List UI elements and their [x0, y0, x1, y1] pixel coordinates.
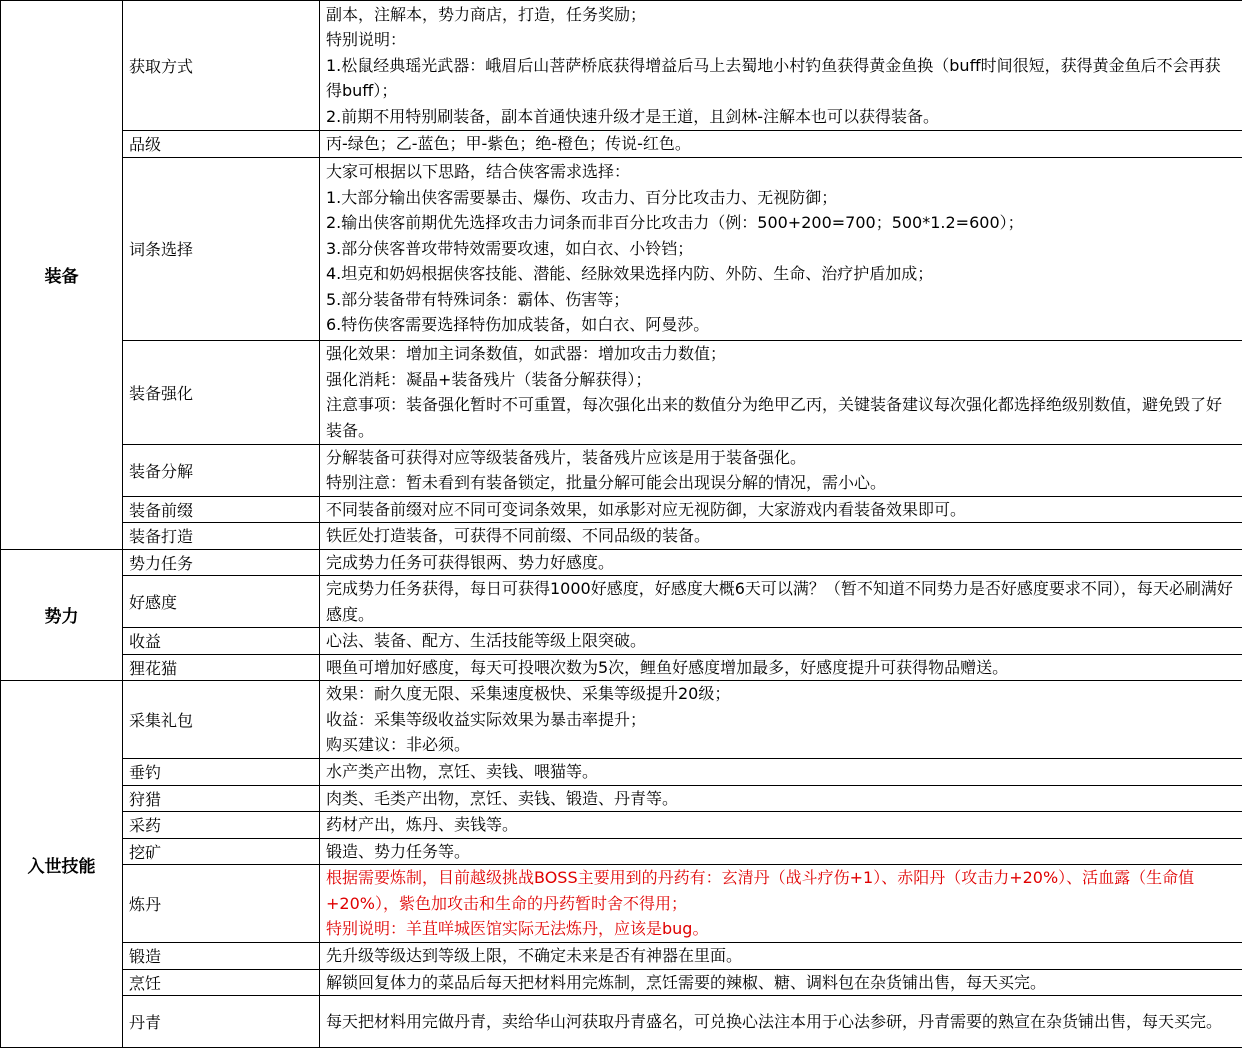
description-line: 效果：耐久度无限、采集速度极快、采集等级提升20级； [326, 681, 1236, 707]
table-row [1, 865, 1242, 943]
item-label-cell: 炼丹 [123, 865, 320, 943]
description-line: 强化消耗：凝晶+装备残片（装备分解获得）； [326, 367, 1236, 393]
description-line: 完成势力任务可获得银两、势力好感度。 [326, 550, 1236, 576]
description-line: 锻造、势力任务等。 [326, 839, 1236, 865]
item-label-cell: 词条选择 [123, 157, 320, 340]
description-line: 购买建议：非必须。 [326, 732, 1236, 758]
description-line: 1.大部分输出侠客需要暴击、爆伤、攻击力、百分比攻击力、无视防御； [326, 185, 1236, 211]
item-label-cell: 锻造 [123, 943, 320, 970]
description-cell [320, 549, 1242, 576]
table-row [1, 759, 1242, 786]
item-label-cell: 势力任务 [123, 549, 320, 576]
item-label-cell: 品级 [123, 131, 320, 158]
description-cell [320, 496, 1242, 523]
table-row [1, 969, 1242, 996]
description-line: 注意事项：装备强化暂时不可重置，每次强化出来的数值分为绝甲乙丙，关键装备建议每次强化都选择绝级别数值，避免毁了好装备。 [326, 392, 1236, 443]
description-line: 丙-绿色；乙-蓝色；甲-紫色；绝-橙色；传说-红色。 [326, 131, 1236, 157]
description-cell [320, 654, 1242, 681]
description-line: 强化效果：增加主词条数值，如武器：增加攻击力数值； [326, 341, 1236, 367]
item-label-cell: 装备打造 [123, 523, 320, 550]
description-cell [320, 943, 1242, 970]
item-label-cell: 挖矿 [123, 838, 320, 865]
table-row [1, 496, 1242, 523]
description-line: 解锁回复体力的菜品后每天把材料用完炼制，烹饪需要的辣椒、糖、调料包在杂货铺出售，每天买完。 [326, 970, 1236, 996]
description-line: 每天把材料用完做丹青，卖给华山河获取丹青盛名，可兑换心法注本用于心法参研，丹青需要的熟宣在杂货铺出售，每天买完。 [326, 1009, 1236, 1035]
description-cell [320, 838, 1242, 865]
description-cell [320, 576, 1242, 628]
table-row [1, 1, 1242, 131]
table-row [1, 523, 1242, 550]
description-line: 不同装备前缀对应不同可变词条效果，如承影对应无视防御，大家游戏内看装备效果即可。 [326, 497, 1236, 523]
description-line: 铁匠处打造装备，可获得不同前缀、不同品级的装备。 [326, 523, 1236, 549]
description-cell [320, 628, 1242, 655]
item-label-cell: 采集礼包 [123, 681, 320, 759]
table-row [1, 549, 1242, 576]
table-row [1, 654, 1242, 681]
item-label-cell: 烹饪 [123, 969, 320, 996]
table-row [1, 576, 1242, 628]
description-line: 5.部分装备带有特殊词条：霸体、伤害等； [326, 287, 1236, 313]
table-row [1, 681, 1242, 759]
item-label-cell: 采药 [123, 812, 320, 839]
description-line: 2.输出侠客前期优先选择攻击力词条而非百分比攻击力（例：500+200=700；500*1.2=600）； [326, 210, 1236, 236]
table-row [1, 943, 1242, 970]
description-cell [320, 812, 1242, 839]
item-label-cell: 狩猎 [123, 785, 320, 812]
description-line: 3.部分侠客普攻带特效需要攻速，如白衣、小铃铛； [326, 236, 1236, 262]
description-cell [320, 1, 1242, 131]
description-cell [320, 444, 1242, 496]
table-row [1, 628, 1242, 655]
description-cell [320, 157, 1242, 340]
table-row [1, 444, 1242, 496]
category-cell: 势力 [1, 549, 123, 681]
description-line: 根据需要炼制，目前越级挑战BOSS主要用到的丹药有：玄清丹（战斗疗伤+1）、赤阳丹（攻击力+20%）、活血露（生命值+20%），紫色加攻击和生命的丹药暂时舍不得用； [326, 865, 1236, 916]
table-row [1, 131, 1242, 158]
description-line: 喂鱼可增加好感度，每天可投喂次数为5次，鲤鱼好感度增加最多，好感度提升可获得物品赠送。 [326, 655, 1236, 681]
description-line: 副本，注解本，势力商店，打造，任务奖励； [326, 2, 1236, 28]
description-line: 1.松鼠经典瑶光武器：峨眉后山菩萨桥底获得增益后马上去蜀地小村钓鱼获得黄金鱼换（buff时间很短，获得黄金鱼后不会再获得buff）； [326, 53, 1236, 104]
table-row [1, 785, 1242, 812]
description-line: 特别注意：暂未看到有装备锁定，批量分解可能会出现误分解的情况，需小心。 [326, 470, 1236, 496]
category-cell: 装备 [1, 1, 123, 550]
table-row [1, 838, 1242, 865]
table-row [1, 340, 1242, 444]
description-line: 水产类产出物，烹饪、卖钱、喂猫等。 [326, 759, 1236, 785]
description-cell [320, 523, 1242, 550]
description-line: 2.前期不用特别刷装备，副本首通快速升级才是王道，且剑林-注解本也可以获得装备。 [326, 104, 1236, 130]
item-label-cell: 好感度 [123, 576, 320, 628]
item-label-cell: 装备强化 [123, 340, 320, 444]
description-line: 大家可根据以下思路，结合侠客需求选择： [326, 159, 1236, 185]
description-cell [320, 865, 1242, 943]
description-line: 药材产出，炼丹、卖钱等。 [326, 812, 1236, 838]
description-cell [320, 785, 1242, 812]
table-row [1, 996, 1242, 1048]
description-line: 特别说明：羊苴咩城医馆实际无法炼丹，应该是bug。 [326, 916, 1236, 942]
description-cell [320, 131, 1242, 158]
item-label-cell: 装备前缀 [123, 496, 320, 523]
description-line: 肉类、毛类产出物，烹饪、卖钱、锻造、丹青等。 [326, 786, 1236, 812]
description-line: 特别说明： [326, 27, 1236, 53]
description-line: 收益：采集等级收益实际效果为暴击率提升； [326, 707, 1236, 733]
description-line: 分解装备可获得对应等级装备残片，装备残片应该是用于装备强化。 [326, 445, 1236, 471]
table-row [1, 812, 1242, 839]
description-line: 心法、装备、配方、生活技能等级上限突破。 [326, 628, 1236, 654]
description-line: 先升级等级达到等级上限，不确定未来是否有神器在里面。 [326, 943, 1236, 969]
description-cell [320, 996, 1242, 1048]
item-label-cell: 丹青 [123, 996, 320, 1048]
table-row [1, 157, 1242, 340]
description-line: 完成势力任务获得，每日可获得1000好感度，好感度大概6天可以满？（暂不知道不同势力是否好感度要求不同），每天必刷满好感度。 [326, 576, 1236, 627]
category-cell: 入世技能 [1, 681, 123, 1048]
description-line: 6.特伤侠客需要选择特伤加成装备，如白衣、阿曼莎。 [326, 312, 1236, 338]
item-label-cell: 垂钓 [123, 759, 320, 786]
description-cell [320, 681, 1242, 759]
item-label-cell: 获取方式 [123, 1, 320, 131]
item-label-cell: 狸花猫 [123, 654, 320, 681]
item-label-cell: 装备分解 [123, 444, 320, 496]
description-line: 4.坦克和奶妈根据侠客技能、潜能、经脉效果选择内防、外防、生命、治疗护盾加成； [326, 261, 1236, 287]
item-label-cell: 收益 [123, 628, 320, 655]
description-cell [320, 759, 1242, 786]
description-cell [320, 969, 1242, 996]
description-cell [320, 340, 1242, 444]
